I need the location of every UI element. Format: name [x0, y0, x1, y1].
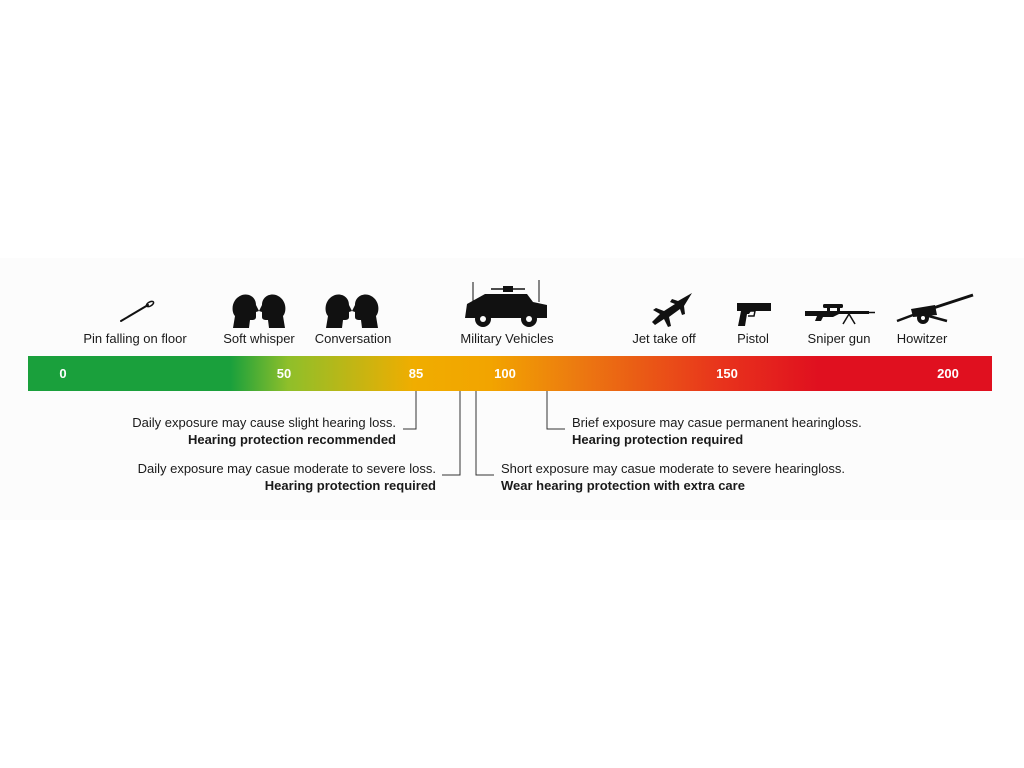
note-slight-loss — [132, 414, 396, 448]
source-label-pistol: Pistol — [737, 331, 769, 346]
note-brief-text: Brief exposure may casue permanent hearingloss. — [572, 415, 862, 430]
tick-label-0: 0 — [59, 366, 67, 381]
note-brief-exposure — [572, 414, 862, 448]
note-short-exposure — [501, 460, 845, 494]
note-moderate-text: Daily exposure may casue moderate to severe loss. — [137, 461, 436, 476]
leader-line-short — [476, 391, 494, 475]
note-short-text: Short exposure may casue moderate to severe hearingloss. — [501, 461, 845, 476]
tick-label-50: 50 — [276, 366, 292, 381]
tick-label-85: 85 — [408, 366, 424, 381]
note-short-emphasis: Wear hearing protection with extra care — [501, 478, 745, 493]
note-slight-emphasis: Hearing protection recommended — [187, 432, 396, 447]
source-label-military: Military Vehicles — [460, 331, 554, 346]
source-label-sniper: Sniper gun — [807, 331, 871, 346]
tick-label-150: 150 — [716, 366, 738, 381]
source-label-conversation: Conversation — [314, 331, 392, 346]
source-label-howitzer: Howitzer — [896, 331, 948, 346]
note-moderate-emphasis: Hearing protection required — [264, 478, 436, 493]
source-label-jet: Jet take off — [632, 331, 696, 346]
tick-label-100: 100 — [494, 366, 516, 381]
leader-line-brief — [547, 391, 565, 429]
source-label-pin: Pin falling on floor — [83, 331, 187, 346]
leader-line-moderate — [442, 391, 460, 475]
leader-line-slight — [403, 391, 416, 429]
note-slight-text: Daily exposure may cause slight hearing loss. — [132, 415, 396, 430]
tick-label-200: 200 — [937, 366, 959, 381]
note-moderate-loss — [138, 460, 436, 494]
source-label-whisper: Soft whisper — [223, 331, 295, 346]
note-brief-emphasis: Hearing protection required — [572, 432, 744, 447]
